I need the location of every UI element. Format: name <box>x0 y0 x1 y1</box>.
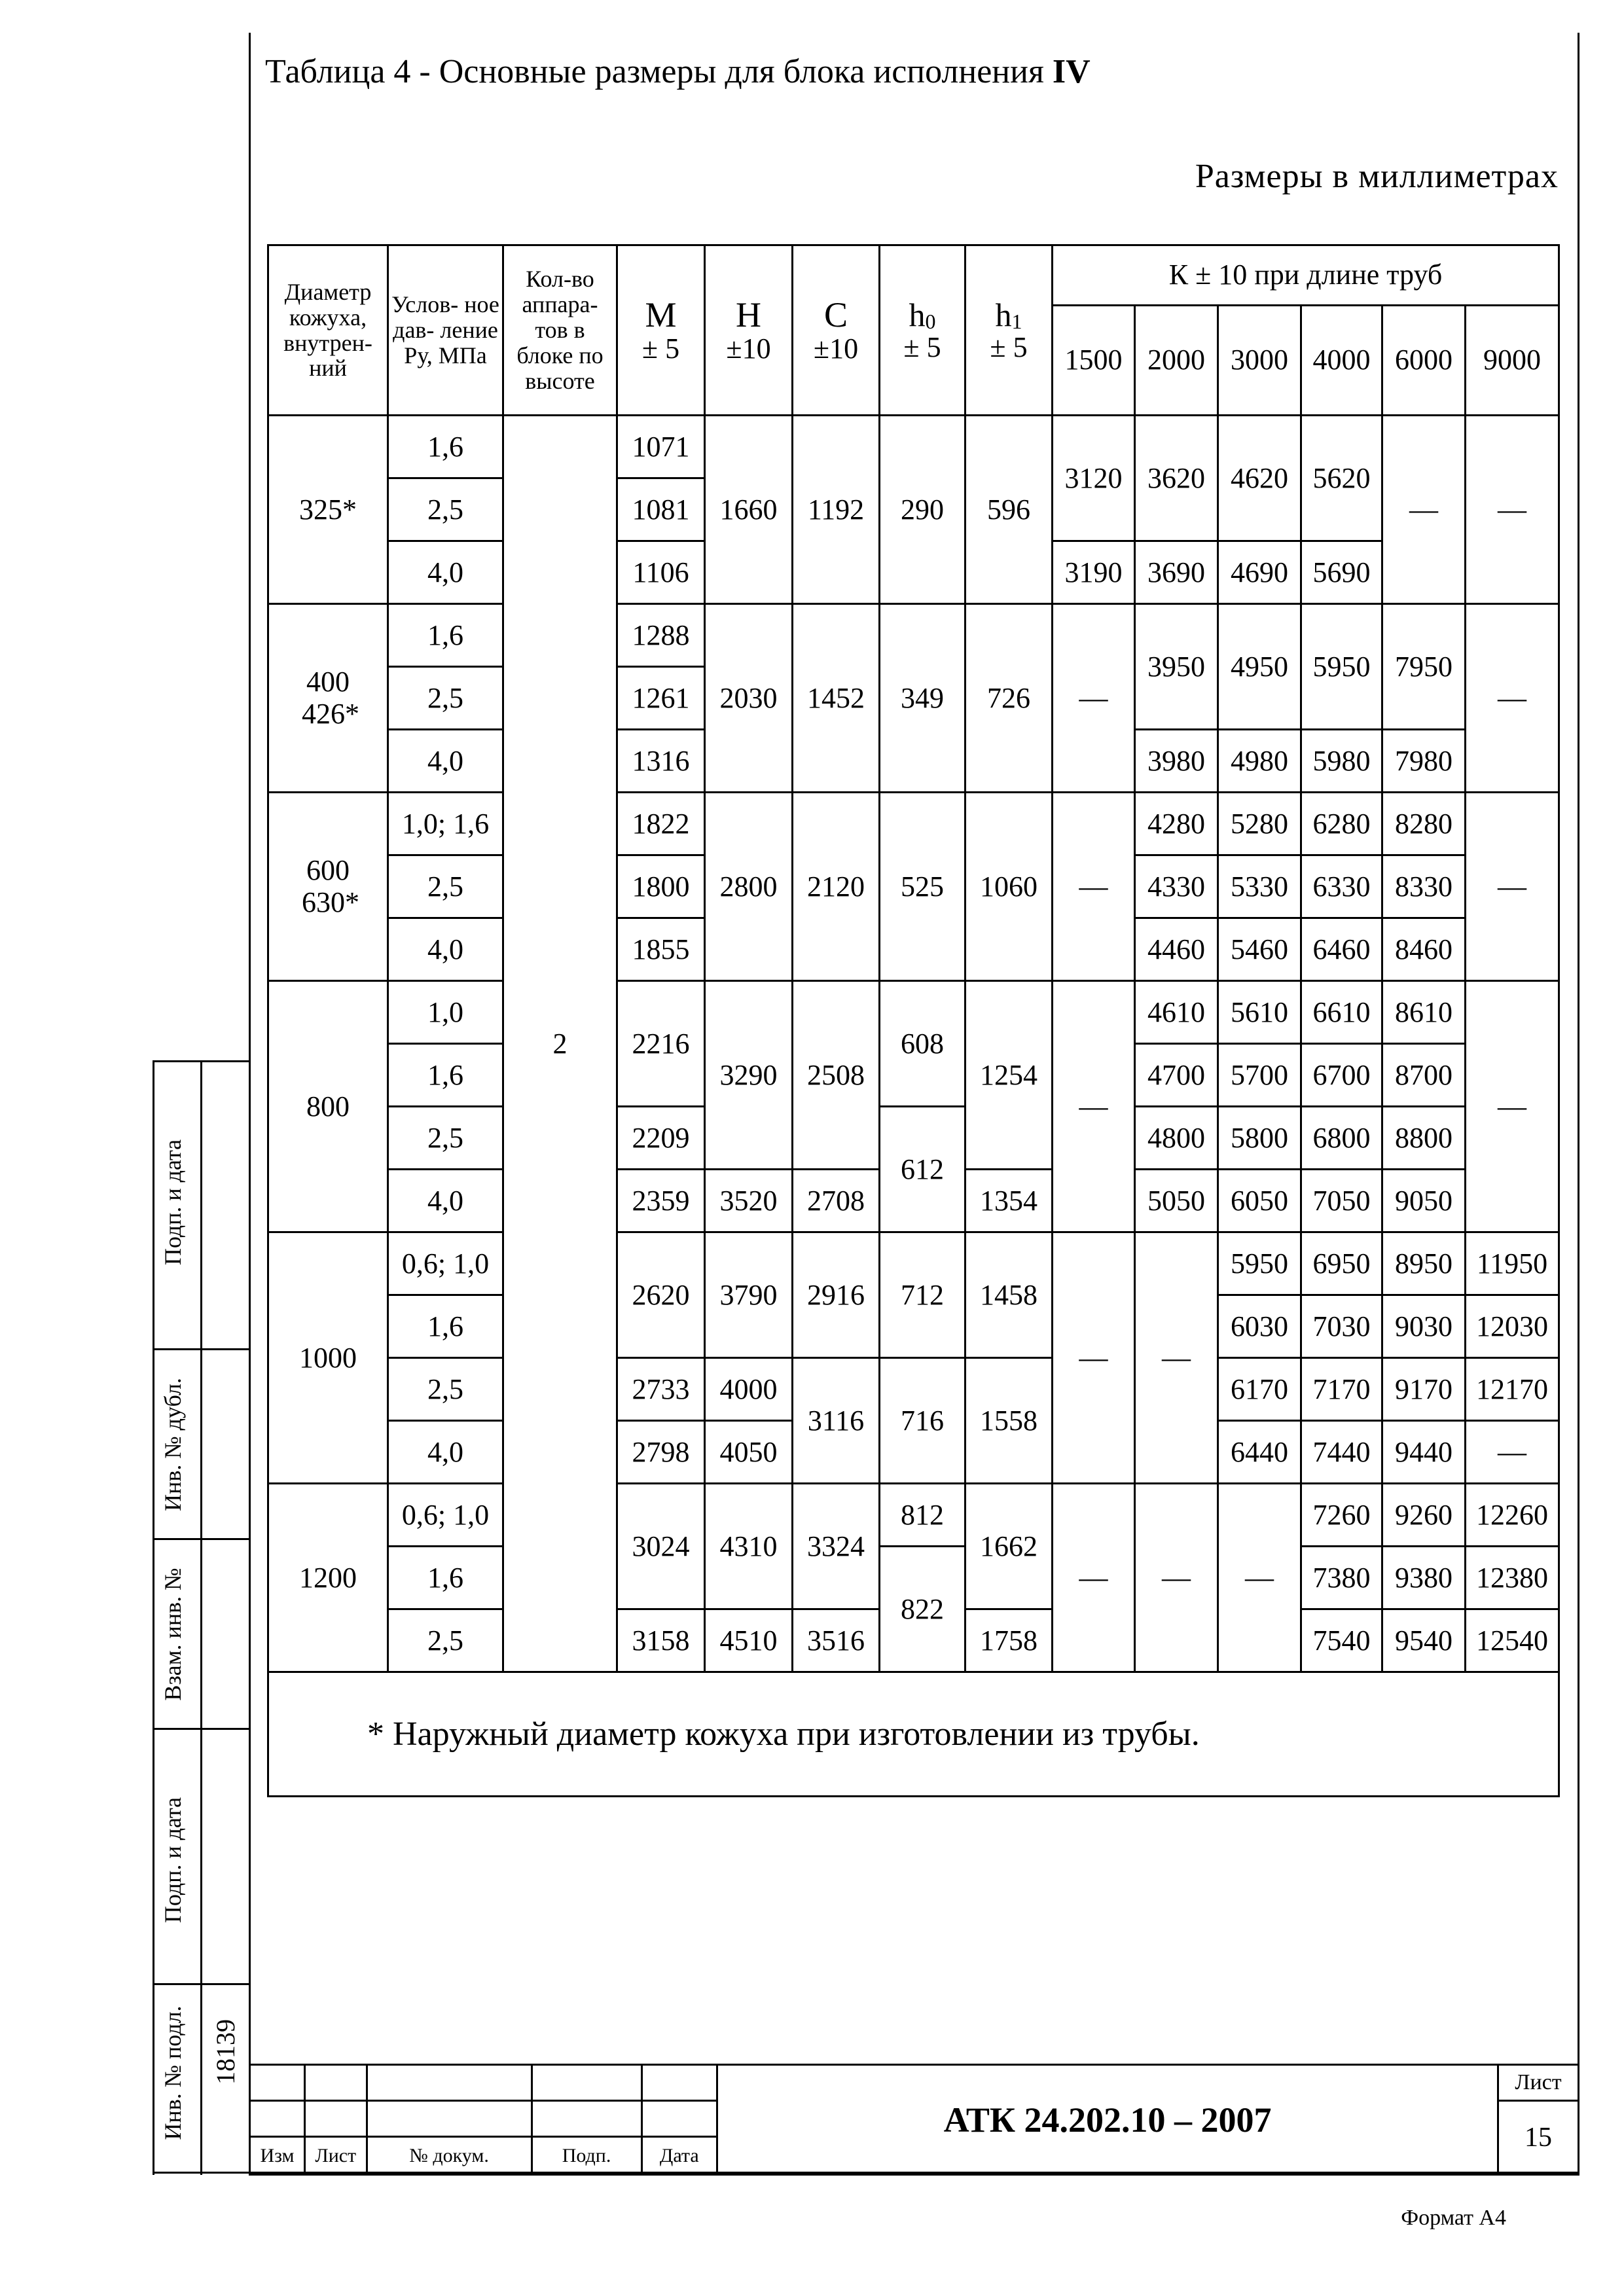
title-block-cell <box>367 2101 532 2137</box>
table-cell: — <box>1053 1484 1135 1672</box>
table-cell: — <box>1466 793 1559 981</box>
table-cell: 5330 <box>1218 855 1301 918</box>
table-cell: 1354 <box>965 1170 1053 1232</box>
table-row <box>268 1358 1559 1421</box>
table-cell: 7380 <box>1301 1547 1382 1609</box>
table-cell: 1060 <box>965 793 1053 981</box>
table-row <box>268 793 1559 855</box>
table-cell: 8950 <box>1382 1232 1466 1295</box>
table-cell: 5800 <box>1218 1107 1301 1170</box>
table-cell: 1200 <box>268 1484 388 1672</box>
table-cell: 7170 <box>1301 1358 1382 1421</box>
table-cell: 1,6 <box>388 1044 503 1107</box>
header-diameter: Диаметр кожуха, внутрен- ний <box>268 245 388 416</box>
table-cell: 1316 <box>617 730 705 793</box>
count-cell: 2 <box>503 416 617 1672</box>
table-cell: 12030 <box>1466 1295 1559 1358</box>
title-block <box>249 2064 1579 2176</box>
table-row <box>268 416 1559 478</box>
table-cell: 2,5 <box>388 667 503 730</box>
table-cell: — <box>1053 793 1135 981</box>
table-cell: 0,6; 1,0 <box>388 1232 503 1295</box>
table-cell: 4980 <box>1218 730 1301 793</box>
table-cell: 6800 <box>1301 1107 1382 1170</box>
table-cell: 2508 <box>793 981 880 1170</box>
table-cell: 9030 <box>1382 1295 1466 1358</box>
table-cell: 4330 <box>1135 855 1218 918</box>
table-cell: 600 630* <box>268 793 388 981</box>
title-block-cell <box>250 2065 305 2101</box>
table-cell: 4000 <box>705 1358 793 1421</box>
table-cell: 5620 <box>1301 416 1382 541</box>
table-cell: 4280 <box>1135 793 1218 855</box>
table-cell: 2,5 <box>388 478 503 541</box>
table-cell: 12260 <box>1466 1484 1559 1547</box>
table-cell: 4620 <box>1218 416 1301 541</box>
table-cell: 7950 <box>1382 604 1466 730</box>
table-cell: 3290 <box>705 981 793 1170</box>
table-row <box>268 981 1559 1044</box>
table-cell: 349 <box>880 604 965 793</box>
table-cell: — <box>1218 1484 1301 1672</box>
table-title: Таблица 4 - Основные размеры для блока исполнения IV <box>265 53 1091 90</box>
table-row <box>268 604 1559 667</box>
table-cell: 2359 <box>617 1170 705 1232</box>
table-cell: 596 <box>965 416 1053 604</box>
table-cell: 7440 <box>1301 1421 1382 1484</box>
table-cell: 9440 <box>1382 1421 1466 1484</box>
table-cell: — <box>1135 1484 1218 1672</box>
table-cell: 9380 <box>1382 1547 1466 1609</box>
table-cell: 1855 <box>617 918 705 981</box>
table-cell: 6330 <box>1301 855 1382 918</box>
table-cell: 1458 <box>965 1232 1053 1358</box>
table-cell: 2800 <box>705 793 793 981</box>
table-cell: 1800 <box>617 855 705 918</box>
title-block-cell <box>367 2065 532 2101</box>
table-cell: 2,5 <box>388 1107 503 1170</box>
table-cell: 4950 <box>1218 604 1301 730</box>
table-row <box>268 1232 1559 1295</box>
table-cell: 9540 <box>1382 1609 1466 1672</box>
table-cell: 12380 <box>1466 1547 1559 1609</box>
table-cell: 9170 <box>1382 1358 1466 1421</box>
table-cell: 1071 <box>617 416 705 478</box>
table-cell: 1758 <box>965 1609 1053 1672</box>
table-cell: 2708 <box>793 1170 880 1232</box>
document-code: АТК 24.202.10 – 2007 <box>717 2065 1498 2175</box>
table-cell: 525 <box>880 793 965 981</box>
table-cell: 5050 <box>1135 1170 1218 1232</box>
table-cell: 1106 <box>617 541 705 604</box>
table-cell: 822 <box>880 1547 965 1672</box>
table-cell: 7980 <box>1382 730 1466 793</box>
table-cell: 2216 <box>617 981 705 1107</box>
header-length-6000: 6000 <box>1382 306 1466 416</box>
table-cell: 2,5 <box>388 1609 503 1672</box>
header-length-9000: 9000 <box>1466 306 1559 416</box>
inv-podl-number: 18139 <box>211 2019 240 2085</box>
table-cell: 5980 <box>1301 730 1382 793</box>
table-cell: 1261 <box>617 667 705 730</box>
header-length-3000: 3000 <box>1218 306 1301 416</box>
table-cell: 2798 <box>617 1421 705 1484</box>
side-label-inv-dubl: Инв. № дубл. <box>160 1378 186 1511</box>
table-cell: 4610 <box>1135 981 1218 1044</box>
table-cell: 11950 <box>1466 1232 1559 1295</box>
table-cell: 8330 <box>1382 855 1466 918</box>
table-cell: 7260 <box>1301 1484 1382 1547</box>
table-cell: 3120 <box>1053 416 1135 541</box>
table-cell: 6460 <box>1301 918 1382 981</box>
table-cell: 7030 <box>1301 1295 1382 1358</box>
title-block-cell <box>305 2065 367 2101</box>
units-caption: Размеры в миллиметрах <box>1195 158 1559 195</box>
table-cell: 1,0 <box>388 981 503 1044</box>
table-cell: 6280 <box>1301 793 1382 855</box>
table-cell: 3950 <box>1135 604 1218 730</box>
table-cell: 608 <box>880 981 965 1107</box>
table-cell: 325* <box>268 416 388 604</box>
table-cell: 612 <box>880 1107 965 1232</box>
title-block-cell <box>641 2065 717 2101</box>
tb-izm: Изм <box>250 2137 305 2175</box>
table-cell: 800 <box>268 981 388 1232</box>
table-cell: 2120 <box>793 793 880 981</box>
header-M: М ± 5 <box>617 245 705 416</box>
table-cell: 8280 <box>1382 793 1466 855</box>
table-cell: 726 <box>965 604 1053 793</box>
table-cell: 3620 <box>1135 416 1218 541</box>
table-cell: 3158 <box>617 1609 705 1672</box>
tb-nomer-dokum: № докум. <box>367 2137 532 2175</box>
header-h0: h0 ± 5 <box>880 245 965 416</box>
table-cell: 1,0; 1,6 <box>388 793 503 855</box>
side-label-inv-podl: Инв. № подл. <box>160 2005 186 2140</box>
title-block-cell <box>641 2101 717 2137</box>
header-K: К ± 10 при длине труб <box>1053 245 1559 306</box>
sheet-number: 15 <box>1498 2101 1579 2175</box>
table-cell: — <box>1466 981 1559 1232</box>
sheet-label: Лист <box>1498 2065 1579 2101</box>
table-cell: 2,5 <box>388 1358 503 1421</box>
table-cell: 1,6 <box>388 604 503 667</box>
tb-podp: Подп. <box>532 2137 641 2175</box>
table-cell: 2620 <box>617 1232 705 1358</box>
table-cell: 5280 <box>1218 793 1301 855</box>
table-cell: 6610 <box>1301 981 1382 1044</box>
table-cell: 5610 <box>1218 981 1301 1044</box>
table-cell: 2916 <box>793 1232 880 1358</box>
table-cell: 4,0 <box>388 1421 503 1484</box>
table-cell: 1081 <box>617 478 705 541</box>
table-cell: — <box>1466 604 1559 793</box>
frame-right-line <box>1578 33 1579 2173</box>
table-cell: — <box>1053 981 1135 1232</box>
table-cell: 6050 <box>1218 1170 1301 1232</box>
table-cell: 5460 <box>1218 918 1301 981</box>
table-cell: 4690 <box>1218 541 1301 604</box>
table-cell: 812 <box>880 1484 965 1547</box>
header-count: Кол-во аппара- тов в блоке по высоте <box>503 245 617 416</box>
table-cell: 5700 <box>1218 1044 1301 1107</box>
table-cell: 1288 <box>617 604 705 667</box>
table-cell: 6170 <box>1218 1358 1301 1421</box>
table-cell: 1,6 <box>388 416 503 478</box>
table-cell: — <box>1382 416 1466 604</box>
table-cell: 1,6 <box>388 1547 503 1609</box>
table-cell: 7540 <box>1301 1609 1382 1672</box>
dimensions-table <box>267 244 1560 1797</box>
table-cell: 6700 <box>1301 1044 1382 1107</box>
table-cell: 1660 <box>705 416 793 604</box>
table-cell: 712 <box>880 1232 965 1358</box>
table-cell: 3980 <box>1135 730 1218 793</box>
table-cell: 12170 <box>1466 1358 1559 1421</box>
table-cell: 12540 <box>1466 1609 1559 1672</box>
table-cell: 8610 <box>1382 981 1466 1044</box>
title-block-cell <box>305 2101 367 2137</box>
side-label-podp-data-2: Подп. и дата <box>160 1797 186 1924</box>
table-cell: 1662 <box>965 1484 1053 1609</box>
table-cell: 9050 <box>1382 1170 1466 1232</box>
table-cell: 3516 <box>793 1609 880 1672</box>
side-label-podp-data-1: Подп. и дата <box>160 1139 186 1266</box>
table-cell: 4,0 <box>388 918 503 981</box>
table-cell: 4050 <box>705 1421 793 1484</box>
table-cell: 3324 <box>793 1484 880 1609</box>
table-cell: 4510 <box>705 1609 793 1672</box>
table-row <box>268 1484 1559 1547</box>
title-block-cell <box>250 2101 305 2137</box>
table-cell: 4460 <box>1135 918 1218 981</box>
table-cell: 3520 <box>705 1170 793 1232</box>
table-cell: 5950 <box>1301 604 1382 730</box>
table-cell: 5690 <box>1301 541 1382 604</box>
table-cell: 0,6; 1,0 <box>388 1484 503 1547</box>
table-cell: 290 <box>880 416 965 604</box>
table-cell: 5950 <box>1218 1232 1301 1295</box>
table-cell: 3690 <box>1135 541 1218 604</box>
table-cell: 400 426* <box>268 604 388 793</box>
table-cell: — <box>1466 1421 1559 1484</box>
table-cell: — <box>1053 1232 1135 1484</box>
table-cell: 1,6 <box>388 1295 503 1358</box>
table-cell: 3116 <box>793 1358 880 1484</box>
table-cell: 4310 <box>705 1484 793 1609</box>
table-cell: 6440 <box>1218 1421 1301 1484</box>
table-cell: 8460 <box>1382 918 1466 981</box>
footnote: * Наружный диаметр кожуха при изготовлении из трубы. <box>268 1672 1559 1797</box>
table-cell: 8700 <box>1382 1044 1466 1107</box>
tb-data: Дата <box>641 2137 717 2175</box>
table-cell: 6950 <box>1301 1232 1382 1295</box>
table-cell: 4700 <box>1135 1044 1218 1107</box>
table-cell: 1452 <box>793 604 880 793</box>
header-length-4000: 4000 <box>1301 306 1382 416</box>
title-block-cell <box>532 2065 641 2101</box>
table-cell: — <box>1053 604 1135 793</box>
table-cell: — <box>1466 416 1559 604</box>
table-cell: 7050 <box>1301 1170 1382 1232</box>
table-cell: 4,0 <box>388 541 503 604</box>
header-length-1500: 1500 <box>1053 306 1135 416</box>
table-cell: 3190 <box>1053 541 1135 604</box>
table-row <box>268 1107 1559 1170</box>
table-cell: 1558 <box>965 1358 1053 1484</box>
table-cell: 3024 <box>617 1484 705 1609</box>
table-cell: 2030 <box>705 604 793 793</box>
table-cell: 4800 <box>1135 1107 1218 1170</box>
table-cell: — <box>1135 1232 1218 1484</box>
table-cell: 2209 <box>617 1107 705 1170</box>
table-cell: 4,0 <box>388 730 503 793</box>
table-cell: 1000 <box>268 1232 388 1484</box>
table-cell: 1822 <box>617 793 705 855</box>
table-cell: 9260 <box>1382 1484 1466 1547</box>
table-cell: 1254 <box>965 981 1053 1170</box>
table-cell: 716 <box>880 1358 965 1484</box>
table-row <box>268 1547 1559 1609</box>
tb-list: Лист <box>305 2137 367 2175</box>
table-cell: 6030 <box>1218 1295 1301 1358</box>
table-cell: 3790 <box>705 1232 793 1358</box>
table-cell: 4,0 <box>388 1170 503 1232</box>
title-block-cell <box>532 2101 641 2137</box>
header-h1: h1 ± 5 <box>965 245 1053 416</box>
format-label: Формат А4 <box>1401 2206 1506 2230</box>
header-length-2000: 2000 <box>1135 306 1218 416</box>
header-pressure: Услов- ное дав- ление Ру, МПа <box>388 245 503 416</box>
note-row <box>268 1672 1559 1797</box>
side-label-vzam-inv: Взам. инв. № <box>160 1568 186 1701</box>
table-cell: 2,5 <box>388 855 503 918</box>
table-cell: 8800 <box>1382 1107 1466 1170</box>
header-C: С ±10 <box>793 245 880 416</box>
table-cell: 2733 <box>617 1358 705 1421</box>
table-cell: 1192 <box>793 416 880 604</box>
header-H: Н ±10 <box>705 245 793 416</box>
